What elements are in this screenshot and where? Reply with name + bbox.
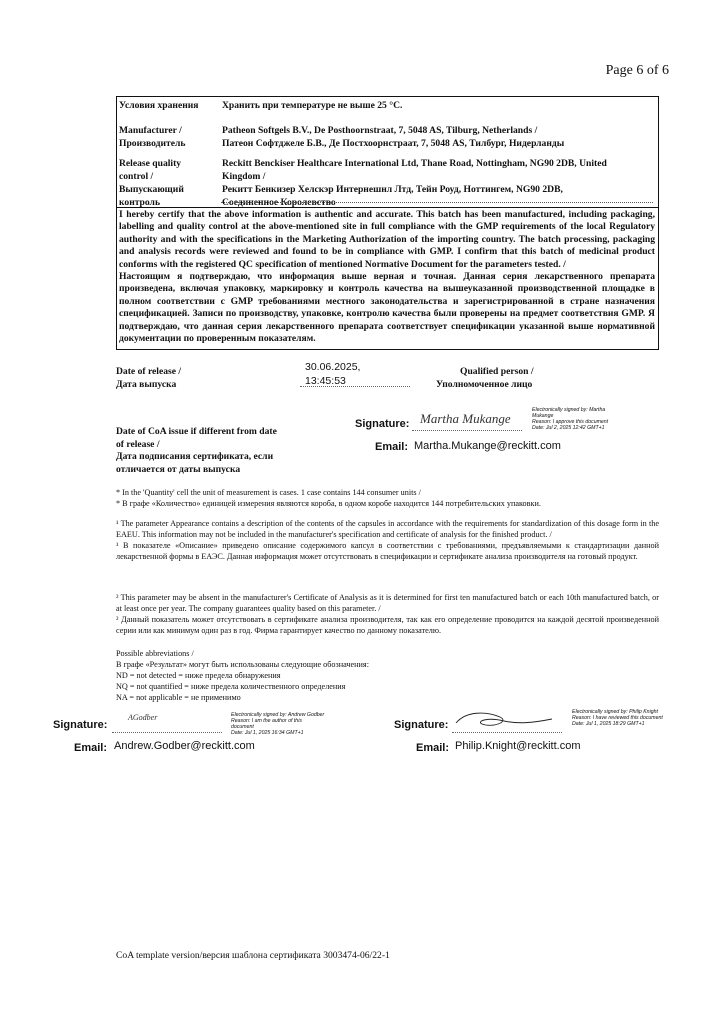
- appearance-note: ¹ The parameter Appearance contains a description of the contents of the capsules in accordance with the requirements for standardization of this dosage form in the EAEU. This information may not be included in the manufacturer's specification and certificate of analysis for the finished product. / ¹ В показателе «Описание» приведено описание содержимого капсул в соответствии с требованиями, предъявляемыми к стандартизации данной лекарственной формы в ЕАЭС. Данная информация может отсутствовать в спецификации и сертификате анализа производителя на готовый продукт.: [116, 519, 659, 561]
- divider: [412, 430, 522, 431]
- template-version: CoA template version/версия шаблона сертификата 3003474-06/22-1: [116, 950, 390, 961]
- qualified-person-label: Qualified person / Уполномоченное лицо: [436, 366, 534, 390]
- page-number: Page 6 of 6: [605, 63, 669, 78]
- divider: [117, 207, 658, 208]
- release-control-value: Reckitt Benckiser Healthcare International Ltd, Thane Road, Nottingham, NG90 2DB, United Kingdom / Рекитт Бенкизер Хелскэр Интернешнл Лтд, Тейн Роуд, Ноттингем, NG90 2DB, Соединенное Королевство: [222, 158, 607, 208]
- email-value[interactable]: Philip.Knight@reckitt.com: [455, 740, 581, 752]
- certification-statement: I hereby certify that the above information is authentic and accurate. This batch has been manufactured, including packaging, labelling and quality control at the above-mentioned site in full compliance with the GMP requirements of the local Regulatory authority and with the specifications in the Marketing Authorization of the importing country. The batch processing, packaging and analysis records were reviewed and found to be in compliance with GMP. I confirm that this batch of medicinal product conforms with the registered QC specification of mentioned Normative Document for the parameters tested. / Настоящим я подтверждаю, что информация выше верная и точная. Данная серия лекарственного препарата произведена, включая упаковку, маркировку и контроль качества на вышеуказанной производственной площадке в полном соответствии с GMP требованиями местного законодательства и зарегистрированной в стране назначения спецификацией. Записи по производству, упаковке, контролю качества были проверены на предмет соответствия GMP. Я подтверждаю, что данная серия лекарственного препарата соответствует спецификации указанной выше нормативной документации по проверенным показателям.: [119, 209, 655, 345]
- email-value[interactable]: Martha.Mukange@reckitt.com: [414, 440, 561, 452]
- signature-image: Martha Mukange: [420, 411, 511, 426]
- release-date-value: 30.06.2025, 13:45:53: [305, 361, 361, 387]
- divider: [221, 202, 653, 203]
- release-date-label: Date of release / Дата выпуска: [116, 366, 182, 390]
- e-signature-info: Electronically signed by: Andrew Godber Reason: I am the author of this document Date: Jul 1, 2025 16:34 GMT+1: [231, 712, 325, 736]
- divider: [300, 386, 410, 387]
- e-signature-info: Electronically signed by: Philip Knight Reason: I have reviewed this document Date: Jul 1, 2025 18:29 GMT+1: [572, 709, 663, 727]
- e-signature-info: Electronically signed by: Martha Mukange Reason: I approve this document Date: Jul 2, 2025 12:42 GMT+1: [532, 407, 609, 431]
- certificate-table: [116, 96, 659, 350]
- signature-label: Signature:: [355, 418, 410, 430]
- email-value[interactable]: Andrew.Godber@reckitt.com: [114, 740, 255, 752]
- signature-image: AGodber: [128, 713, 158, 722]
- coa-issue-label: Date of CoA issue if different from date of release / Дата подписания сертификата, если отличается от даты выпуска: [116, 426, 277, 475]
- email-label: Email:: [375, 441, 409, 453]
- manufacturer-label: Manufacturer / Производитель: [119, 125, 186, 149]
- storage-label: Условия хранения: [119, 100, 199, 111]
- abbreviations: Possible abbreviations / В графе «Результат» могут быть использованы следующие обозначения: ND = not detected = ниже предела обнаружения NQ = not quantified = ниже предела количественного определения NA = not applicable = не применимо: [116, 649, 369, 702]
- divider: [112, 732, 222, 733]
- divider: [452, 732, 562, 733]
- quantity-note: * In the 'Quantity' cell the unit of measurement is cases. 1 case contains 144 consumer units / * В графе «Количество» единицей измерения являются короба, в одном коробе находится 144 потребительских упаковки.: [116, 488, 541, 508]
- signature-label: Signature:: [53, 719, 108, 731]
- email-label: Email:: [416, 742, 450, 754]
- storage-value: Хранить при температуре не выше 25 °С.: [222, 100, 403, 111]
- release-control-label: Release quality control / Выпускающий контроль: [119, 158, 184, 208]
- email-label: Email:: [74, 742, 108, 754]
- signature-label: Signature:: [394, 719, 449, 731]
- manufacturer-value: Patheon Softgels B.V., De Posthoornstraat, 7, 5048 AS, Tilburg, Netherlands / Патеон Софтджеле Б.В., Де Постхоорнстраат, 7, 5048 AS, Тилбург, Нидерланды: [222, 125, 565, 149]
- signature-image: [452, 709, 558, 731]
- parameter-note: ² This parameter may be absent in the manufacturer's Certificate of Analysis as it is determined for first ten manufactured batch or each 10th manufactured batch, or at least once per year. The company guarantees quality based on this parameter. / ² Данный показатель может отсутствовать в сертификате анализа производителя, так как его определение проводится на каждой десятой произведенной серии или как минимум один раз в год. Фирма гарантирует качество по данному показателю.: [116, 593, 659, 635]
